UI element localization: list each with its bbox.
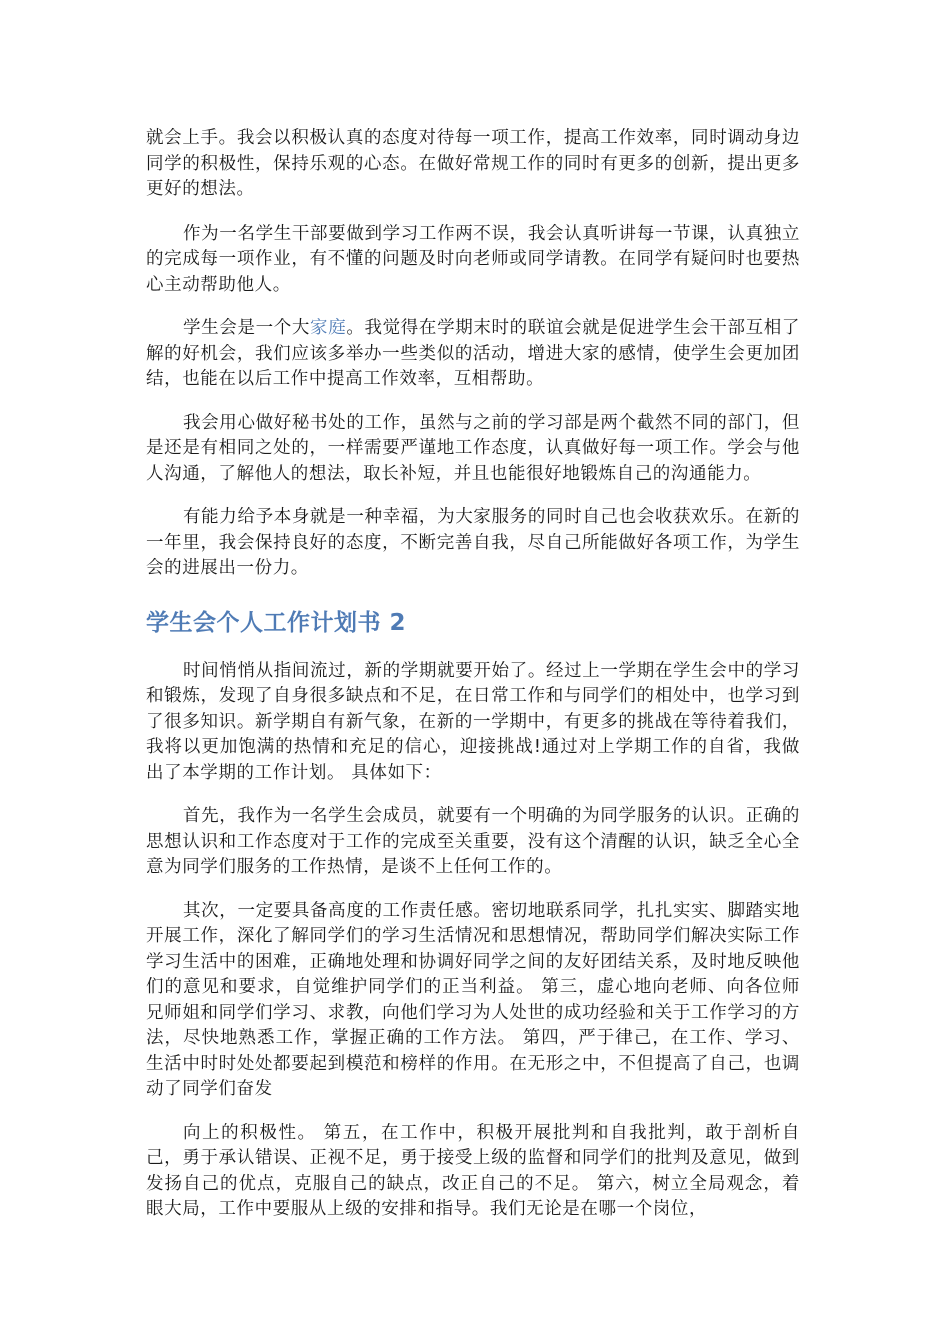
paragraph: 首先，我作为一名学生会成员，就要有一个明确的为同学服务的认识。正确的思想认识和工作态度对于工作的完成至关重要，没有这个清醒的认识，缺乏全心全意为同学们服务的工作热情，是谈不上任何工作的。 <box>146 806 800 877</box>
paragraph: 我会用心做好秘书处的工作，虽然与之前的学习部是两个截然不同的部门，但是还是有相同之处的，一样需要严谨地工作态度，认真做好每一项工作。学会与他人沟通，了解他人的想法，取长补短，并且也能很好地锻炼自己的沟通能力。 <box>146 412 800 484</box>
family-link[interactable]: 家庭 <box>310 318 347 338</box>
paragraph: 时间悄悄从指间流过，新的学期就要开始了。经过上一学期在学生会中的学习和锻炼，发现了自身很多缺点和不足，在日常工作和与同学们的相处中，也学习到了很多知识。新学期自有新气象，在新的一学期中，有更多的挑战在等待着我们，我将以更加饱满的热情和充足的信心，迎接挑战!通过对上学期工作的自省，我做出了本学期的工作计划。 具体如下： <box>146 660 800 783</box>
section-heading: 学生会个人工作计划书 2 <box>146 609 407 636</box>
paragraph-text: 学生会是一个大 <box>183 318 311 338</box>
paragraph: 其次，一定要具备高度的工作责任感。密切地联系同学，扎扎实实、脚踏实地开展工作，深化了解同学们的学习生活情况和思想情况，帮助同学们解决实际工作学习生活中的困难，正确地处理和协调好同学之间的友好团结关系，及时地反映他们的意见和要求，自觉维护同学们的正当利益。 第三，虚心地向老师、向各位师兄师姐和同学们学习、求教，向他们学习为人处世的成功经验和关于工作学习的方法，尽快地熟悉工作，掌握正确的工作方法。 第四，严于律己，在工作、学习、生活中时时处处都要起到模范和榜样的作用。在无形之中，不但提高了自己，也调动了同学们奋发 <box>146 900 800 1099</box>
paragraph: 向上的积极性。 第五，在工作中，积极开展批判和自我批判，敢于剖析自己，勇于承认错误、正视不足，勇于接受上级的监督和同学们的批判及意见，做到发扬自己的优点，克服自己的缺点，改正自己的不足。 第六，树立全局观念，着眼大局，工作中要服从上级的安排和指导。我们无论是在哪一个岗位， <box>146 1122 800 1219</box>
paragraph: 有能力给予本身就是一种幸福，为大家服务的同时自己也会收获欢乐。在新的一年里，我会保持良好的态度，不断完善自我，尽自己所能做好各项工作，为学生会的进展出一份力。 <box>146 507 800 578</box>
paragraph: 作为一名学生干部要做到学习工作两不误，我会认真听讲每一节课，认真独立的完成每一项作业，有不懂的问题及时向老师或同学请教。在同学有疑问时也要热心主动帮助他人。 <box>146 223 800 295</box>
paragraph-text: 。我觉得在学期末时的联谊会就是促进学生会干部互相了解的好机会，我们应该多举办一些类似的活动，增进大家的感情，使学生会更加团结，也能在以后工作中提高工作效率，互相帮助。 <box>146 318 801 389</box>
paragraph: 就会上手。我会以积极认真的态度对待每一项工作，提高工作效率，同时调动身边同学的积极性，保持乐观的心态。在做好常规工作的同时有更多的创新，提出更多更好的想法。 <box>146 128 800 199</box>
paragraph-family <box>146 316 800 393</box>
